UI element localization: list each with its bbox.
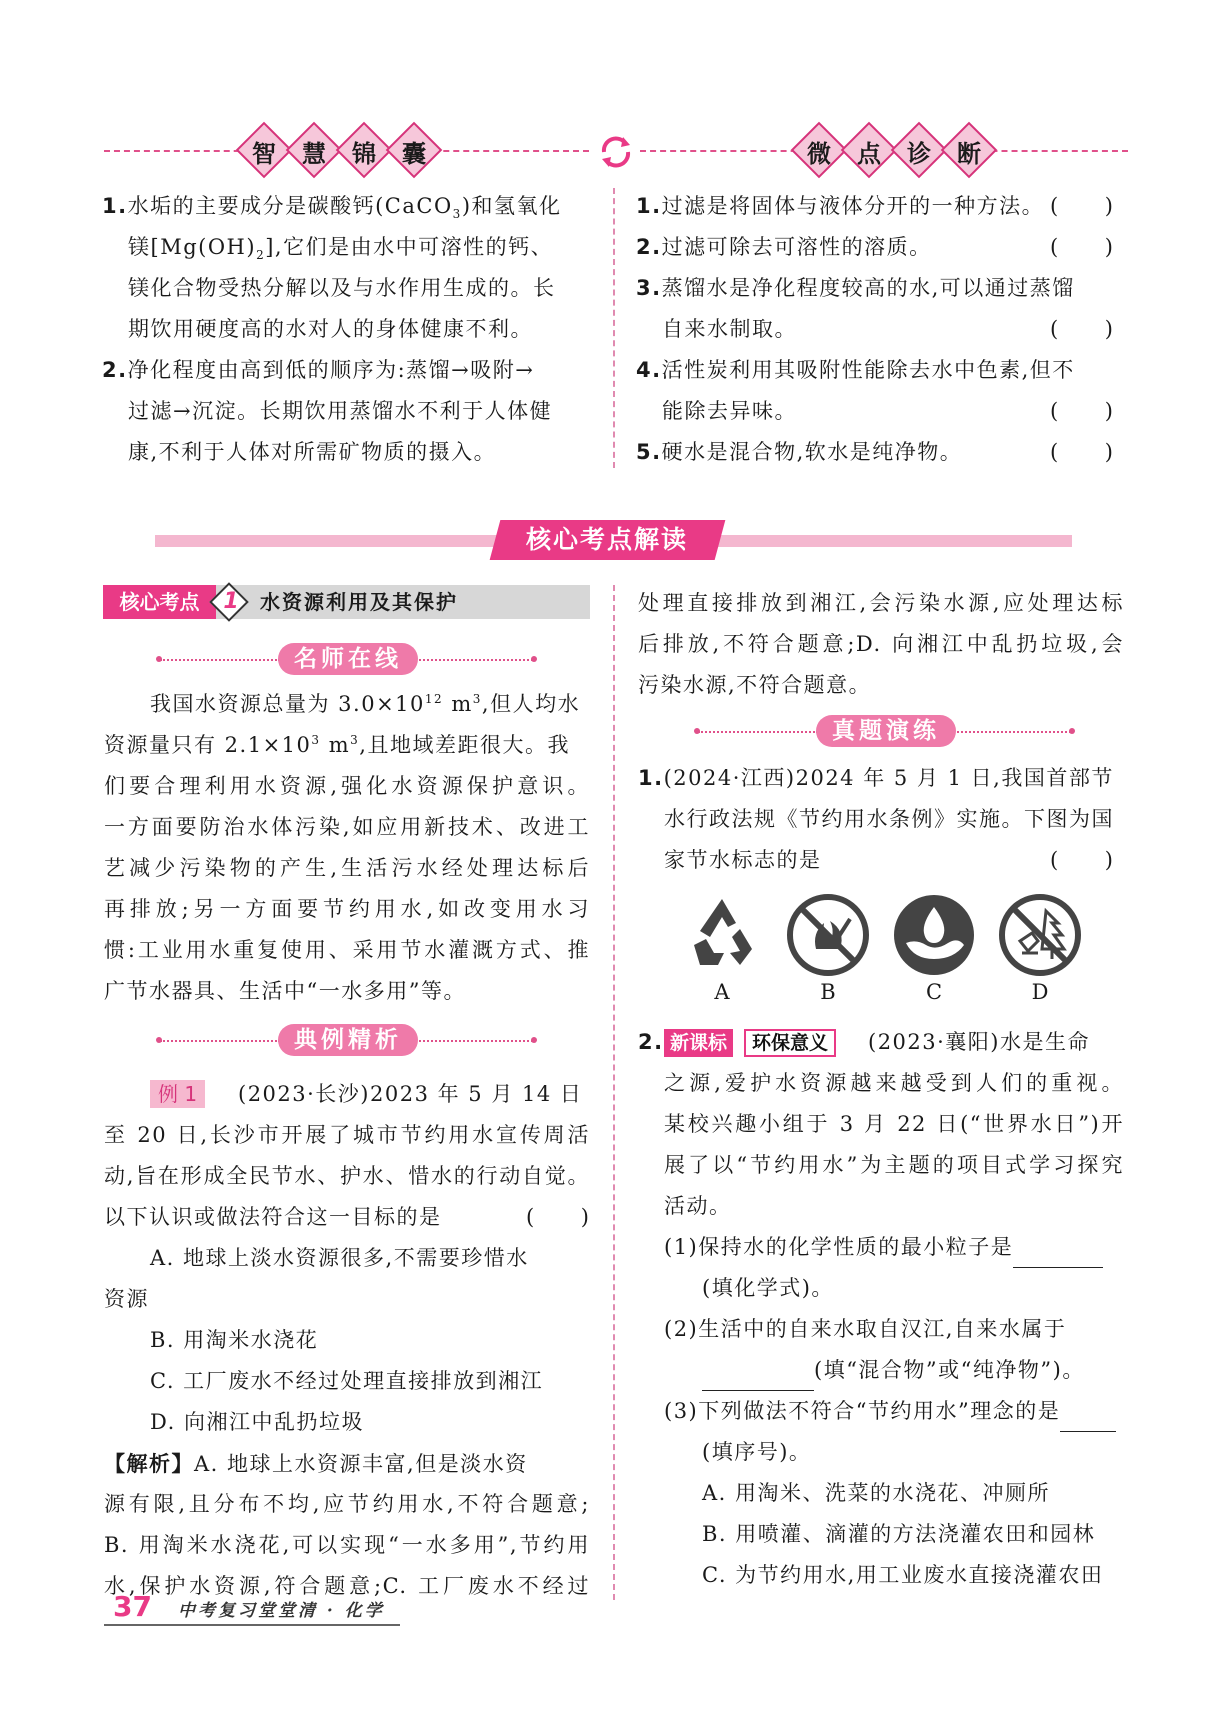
keypoint-title: 水资源利用及其保护 [260,590,458,614]
example-option-a-line-2: 资源 [104,1287,149,1311]
q2-sub2-line-2: (填“混合物”或“纯净物”)。 [702,1350,1085,1391]
diagnosis-bracket-4: ( ) [1050,399,1115,423]
symbol-label-d: D [1031,980,1049,1004]
analysis-line-2: 源有限,且分布不均,应节约用水,不符合题意; [104,1492,590,1516]
banner-char: 诊 [907,139,931,168]
example-line-3: 动,旨在形成全民节水、护水、惜水的行动自觉。 [104,1164,590,1188]
teacher-head-dash-right [415,659,533,661]
wisdom-item-2-line-2: 过滤→沉淀。长期饮用蒸馏水不利于人体健 [128,399,553,423]
q2-sub1-line-2: (填化学式)。 [702,1276,834,1300]
q2-option-a: A. 用淘米、洗菜的水浇花、冲厕所 [702,1481,1051,1505]
keypoint-number: 1 [223,589,239,614]
q2-sub2: (2)生活中的自来水取自汉江,自来水属于 [664,1317,1067,1341]
wisdom-item-1-line-1: 1.水垢的主要成分是碳酸钙(CaCO$_3$)和氢氧化 [102,194,562,222]
example-line-1: (2023·长沙)2023 年 5 月 14 日 [238,1082,583,1106]
analysis-line-3: B. 用淘米水浇花,可以实现“一水多用”,节约用 [104,1533,590,1557]
diagnosis-item-1: 1.过滤是将固体与液体分开的一种方法。 [636,194,1045,218]
main-column-divider [613,585,615,1600]
practice-head-dash-right [953,731,1071,733]
q2-line-2: 之源,爱护水资源越来越受到人们的重视。 [664,1071,1124,1095]
banner-char: 点 [857,139,881,168]
banner-char: 智 [252,139,276,168]
example-line-4: 以下认识或做法符合这一目标的是 [104,1205,442,1229]
q2-tag-new: 新课标 [664,1029,733,1057]
symbol-label-b: B [820,980,836,1004]
teacher-head-dash-left [160,659,280,661]
wisdom-item-1-line-4: 期饮用硬度高的水对人的身体健康不利。 [128,317,533,341]
teacher-line-5: 艺减少污染物的产生,生活污水经处理达标后 [104,856,590,880]
banner-char: 慧 [302,139,326,168]
teacher-head-dot [531,656,537,662]
practice-head: 真题演练 [832,718,940,744]
q1-bracket: ( ) [1050,848,1115,872]
teacher-line-8: 广节水器具、生活中“一水多用”等。 [104,979,466,1003]
practice-head-dash-left [698,731,818,733]
refresh-cycle-icon [596,132,636,172]
example-option-c: C. 工厂废水不经过处理直接排放到湘江 [150,1369,544,1393]
diagnosis-bracket-3: ( ) [1050,317,1115,341]
example-head-dash-left [160,1040,280,1042]
q2-option-b: B. 用喷灌、滴灌的方法浇灌农田和园林 [702,1522,1096,1546]
banner-char: 微 [807,139,831,168]
section-band-left [155,535,505,547]
footer-rule [104,1624,400,1626]
example-head: 典例精析 [294,1027,402,1053]
q2-tag-env: 环保意义 [744,1029,836,1057]
q2-sub3: (3)下列做法不符合“节约用水”理念的是 [664,1391,1116,1432]
teacher-head-dot [156,656,162,662]
diagnosis-item-4: 4.活性炭利用其吸附性能除去水中色素,但不 [636,358,1075,382]
practice-head-dot [694,728,700,734]
teacher-line-1: 我国水资源总量为 $3.0\times 10^{12}$ $m^3$,但人均水 [150,692,581,716]
q1-line-1: 1.(2024·江西)2024 年 5 月 1 日,我国首部节 [638,766,1114,790]
analysis-line-5: 处理直接排放到湘江,会污染水源,应处理达标 [638,591,1124,615]
q2-number: 2. [638,1030,664,1054]
wisdom-item-2-line-3: 康,不利于人体对所需矿物质的摄入。 [128,440,497,464]
answer-blank-3[interactable] [1060,1401,1116,1432]
q2-sub3-line-2: (填序号)。 [702,1440,812,1464]
recycle-icon [680,893,764,977]
teacher-line-6: 再排放;另一方面要节约用水,如改变用水习 [104,897,590,921]
q2-sub1: (1)保持水的化学性质的最小粒子是 [664,1227,1103,1268]
example-tag: 例 1 [150,1080,205,1108]
wisdom-item-2-line-1: 2.净化程度由高到低的顺序为:蒸馏→吸附→ [102,358,535,382]
diagnosis-bracket-5: ( ) [1050,440,1115,464]
q2-line-5: 活动。 [664,1194,732,1218]
no-fire-icon [786,893,870,977]
top-column-divider [613,188,615,468]
diagnosis-item-4-line-2: 能除去异味。 [662,399,797,423]
example-bracket: ( ) [526,1205,591,1229]
analysis-line-6: 后排放,不符合题意;D. 向湘江中乱扔垃圾,会 [638,632,1124,656]
analysis-line-7: 污染水源,不符合题意。 [638,673,872,697]
q2-line-3: 某校兴趣小组于 3 月 22 日(“世界水日”)开 [664,1112,1124,1136]
answer-blank-1[interactable] [1013,1237,1103,1268]
teacher-line-2: 资源量只有 $2.1\times 10^3$ $m^3$,且地域差距很大。我 [104,733,570,757]
analysis-line-4: 水,保护水资源,符合题意;C. 工厂废水不经过 [104,1574,590,1598]
example-option-b: B. 用淘米水浇花 [150,1328,319,1352]
teacher-line-7: 惯:工业用水重复使用、采用节水灌溉方式、推 [104,938,590,962]
footer-book-title: 中考复习堂堂清 · 化学 [178,1601,385,1621]
teacher-head: 名师在线 [294,646,402,672]
symbol-label-a: A [714,980,730,1004]
keypoint-tag: 核心考点 [103,585,216,619]
diagnosis-item-3-line-2: 自来水制取。 [662,317,797,341]
section-band-right [710,535,1072,547]
diagnosis-item-3: 3.蒸馏水是净化程度较高的水,可以通过蒸馏 [636,276,1075,300]
q2-option-c: C. 为节约用水,用工业废水直接浇灌农田 [702,1563,1104,1587]
q1-line-3: 家节水标志的是 [664,848,822,872]
analysis-line-1: 【解析】A. 地球上水资源丰富,但是淡水资 [104,1451,528,1476]
wisdom-item-1-line-2: 镁$[Mg(OH)_2]$,它们是由水中可溶性的钙、 [128,235,554,263]
section-title: 核心考点解读 [490,520,726,560]
diagnosis-item-5: 5.硬水是混合物,软水是纯净物。 [636,440,963,464]
water-drop-hand-icon [892,893,976,977]
example-head-dot [156,1037,162,1043]
q2-line-1: (2023·襄阳)水是生命 [868,1030,1091,1054]
diagnosis-bracket-2: ( ) [1050,235,1115,259]
no-logging-icon [998,893,1082,977]
diagnosis-bracket-1: ( ) [1050,194,1115,218]
symbol-label-c: C [925,980,943,1004]
teacher-line-3: 们要合理利用水资源,强化水资源保护意识。 [104,774,590,798]
wisdom-item-1-line-3: 镁化合物受热分解以及与水作用生成的。长 [128,276,556,300]
example-head-dot [531,1037,537,1043]
banner-char: 锦 [352,139,376,168]
q1-line-2: 水行政法规《节约用水条例》实施。下图为国 [664,807,1114,831]
example-head-dash-right [415,1040,533,1042]
answer-blank-2[interactable] [702,1360,814,1391]
q2-line-4: 展了以“节约用水”为主题的项目式学习探究 [664,1153,1124,1177]
teacher-line-4: 一方面要防治水体污染,如应用新技术、改进工 [104,815,590,839]
example-option-a: A. 地球上淡水资源很多,不需要珍惜水 [150,1246,529,1270]
banner-char: 囊 [402,139,426,168]
example-option-d: D. 向湘江中乱扔垃圾 [150,1410,364,1434]
diagnosis-item-2: 2.过滤可除去可溶性的溶质。 [636,235,932,259]
example-line-2: 至 20 日,长沙市开展了城市节约用水宣传周活 [104,1123,590,1147]
practice-head-dot [1069,728,1075,734]
banner-char: 断 [957,139,981,168]
page-number: 37 [113,1590,152,1623]
